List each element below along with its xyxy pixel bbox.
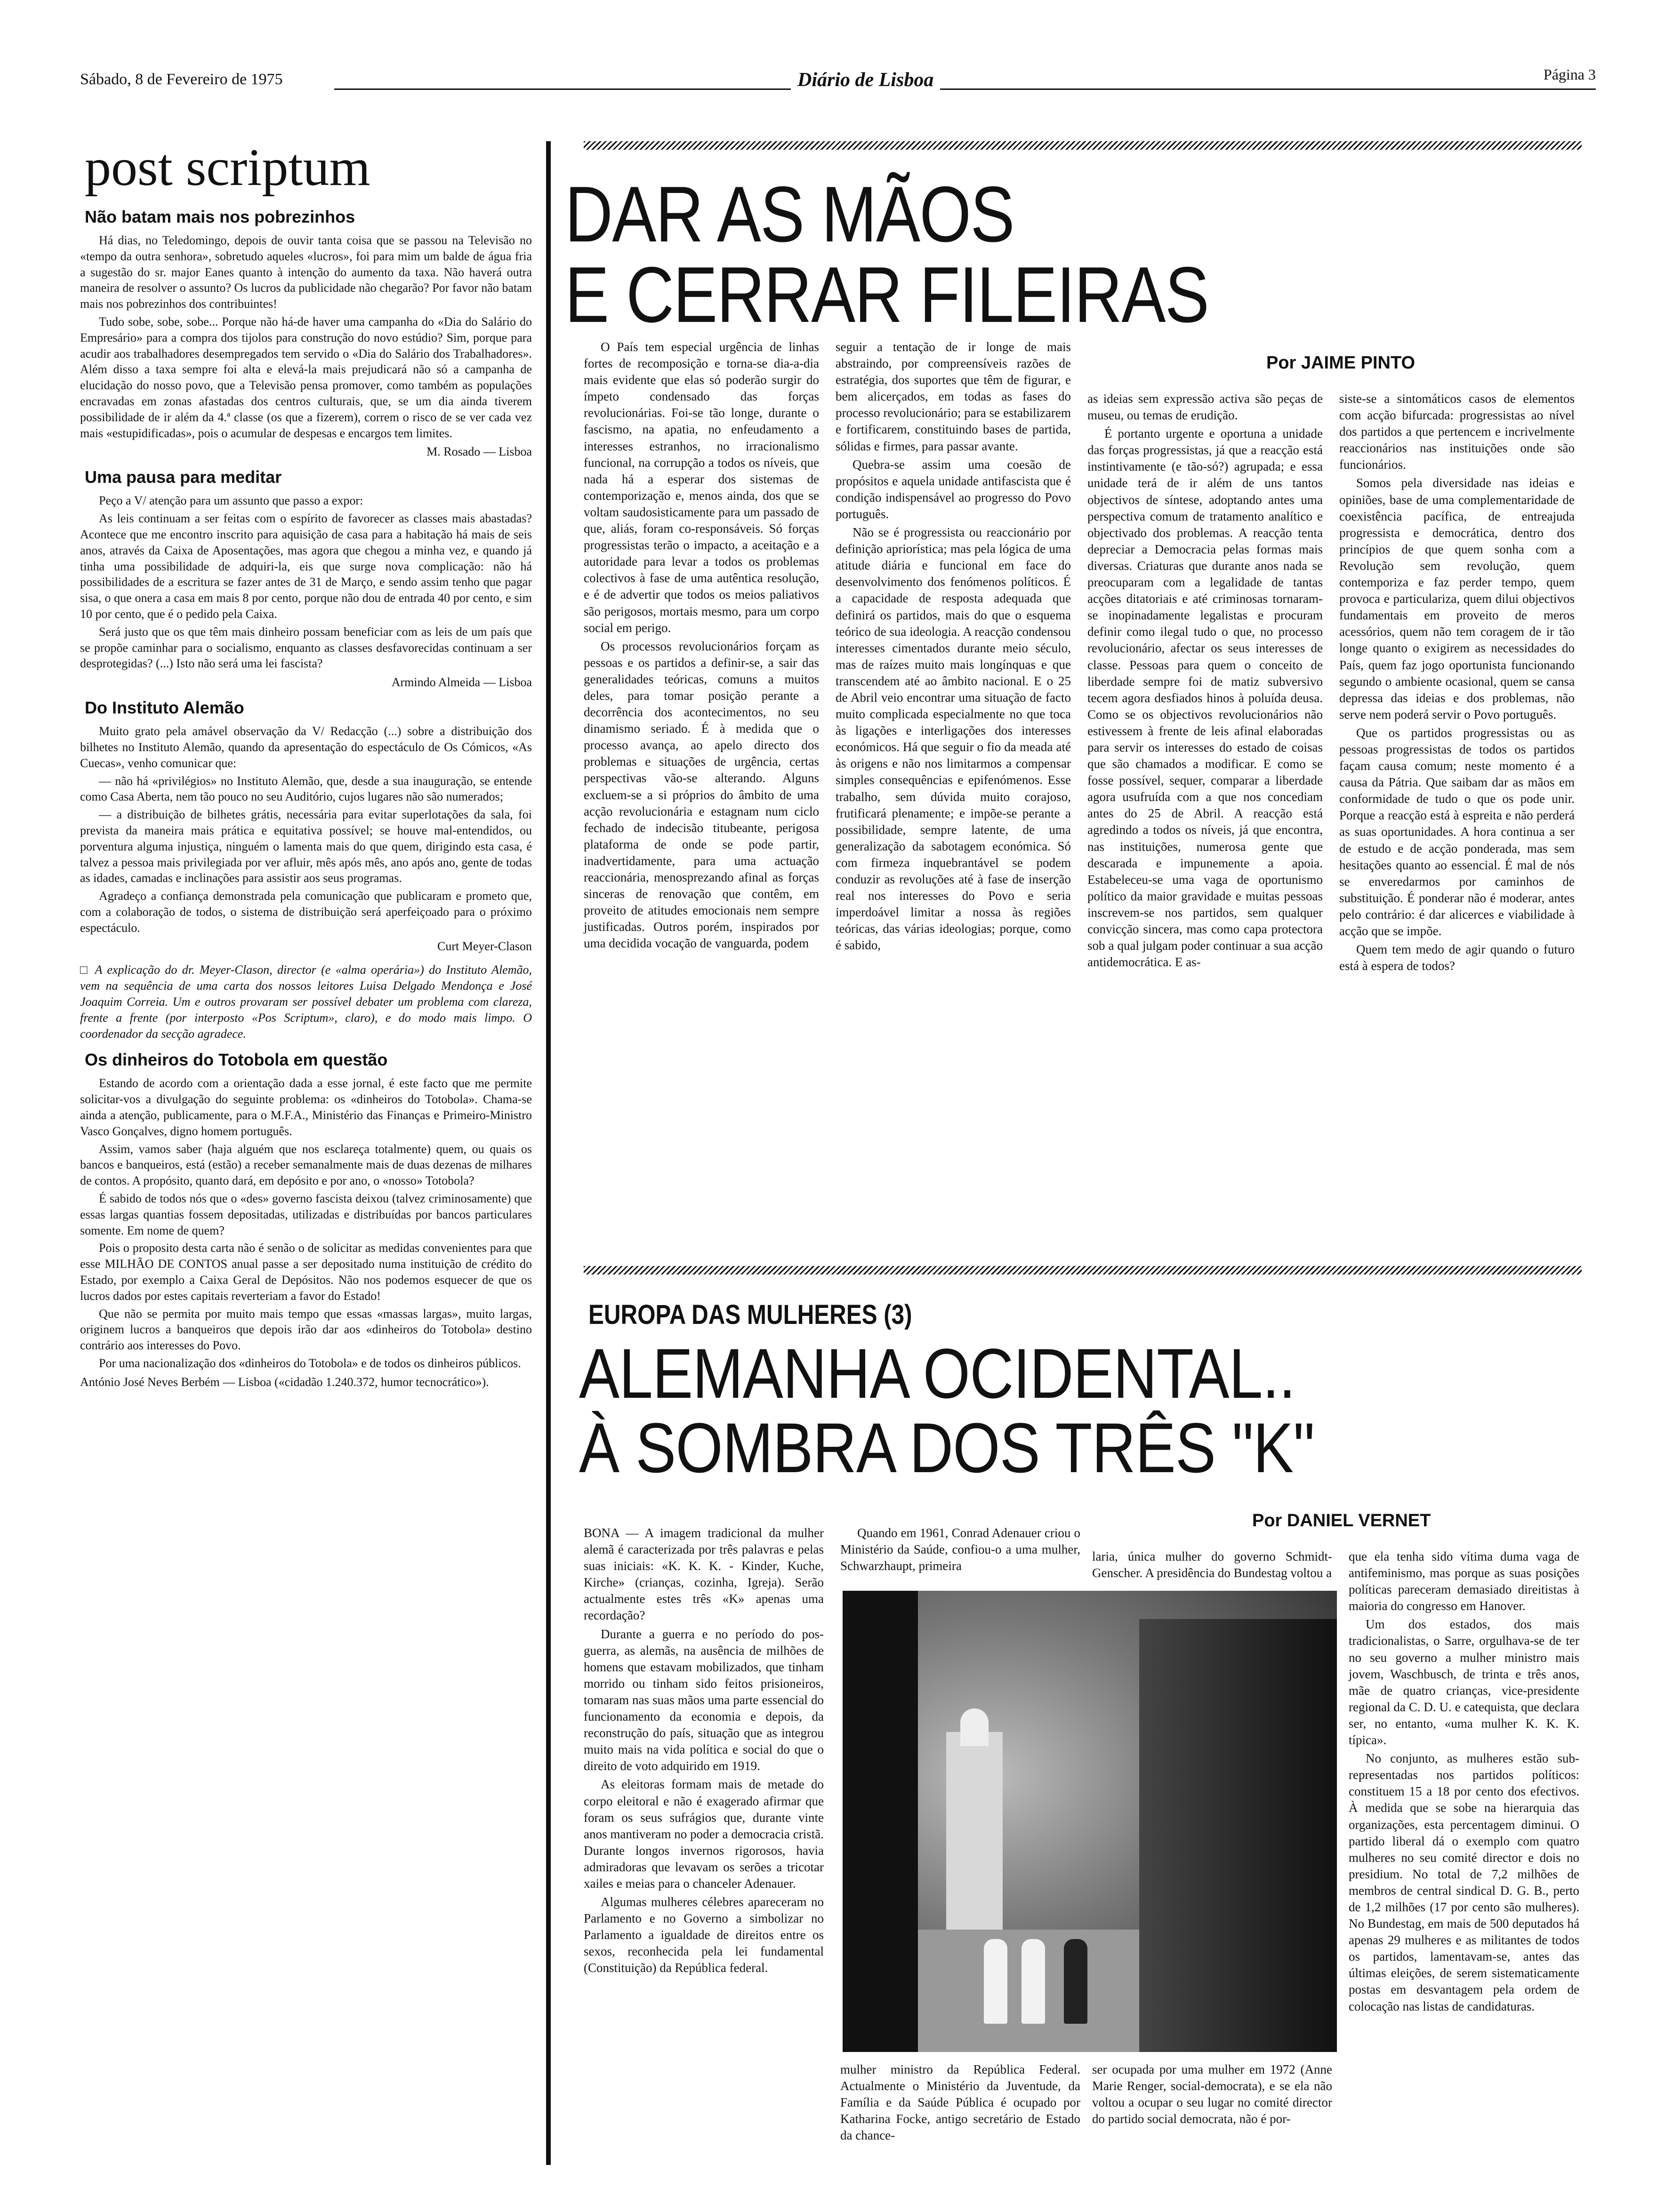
- article-paragraph: Um dos estados, dos mais tradicionalistas, o Sarre, orgulhava-se de ter no seu governo a mulher ministro mais jovem, Waschbusch, de trinta e três anos, mãe de quatro crianças, vice-presidente regional da C. D. U. e catequista, que declara ser, no entanto, «uma mulher K. K. K. típica».: [1349, 1617, 1579, 1747]
- article-paragraph: Quem tem medo de agir quando o futuro está à espera de todos?: [1339, 942, 1575, 973]
- article-column: [1092, 2061, 1332, 2129]
- column-divider: [546, 141, 551, 2165]
- headline-line: DAR AS MÃOS: [565, 170, 1014, 258]
- photo-building-left: [843, 1591, 918, 2052]
- letter-signature: Curt Meyer-Clason: [437, 939, 532, 954]
- article-paragraph: BONA — A imagem tradicional da mulher alemã é caracterizada por três palavras e pelas suas iniciais: «K. K. K. - Kinder, Kuche, Kirche» (crianças, cozinha, Igreja). Serão actualmente estes três «K» apenas uma recordação?: [584, 1526, 824, 1623]
- page-number: Página 3: [1539, 66, 1596, 83]
- article-headline: [579, 1334, 1315, 1487]
- letter-paragraph: Será justo que os que têm mais dinheiro possam beneficiar com as leis de um país que se propõe caminhar para o socialismo, enquanto as classes desfavorecidas continuam a ser desprotegidas? (...) Isto não será uma lei fascista?: [80, 625, 532, 671]
- article-paragraph: que ela tenha sido vítima duma vaga de antifeminismo, mas porque as suas posições políticas pareceram demasiado direitistas à maioria do congresso em Hanover.: [1349, 1549, 1579, 1613]
- article-column: [584, 339, 819, 954]
- issue-date: Sábado, 8 de Fevereiro de 1975: [80, 71, 283, 88]
- editor-note-text: A explicação do dr. Meyer-Clason, director (e «alma operária») do Instituto Alemão, vem na sequência de uma carta dos nossos leitores Luisa Delgado Mendonça e José Joaquim Correia. Um e outros provaram ser possível debater um problema com clareza, frente a frente (por interposto «Pos Scriptum», claro), e do modo mais limpo. O coordenador da secção agradece.: [80, 963, 532, 1041]
- letter-paragraph: As leis continuam a ser feitas com o espírito de favorecer as classes mais abastadas? Acontece que me encontro inscrito para aquisição de casa para a habitação há mais de seis anos, através da Caixa de Aposentações, mas agora que chegou a minha vez, e quando já tinha uma possibilidade de adquiri-la, eis que surge nova complicação: não há possibilidades de a escritura se fazer antes de 31 de Março, e sendo assim tenho que pagar sisa, o que onera a casa em mais 8 por cento, porque não dou de entrada 40 por cento, e sim 10 por cento, que é o pedido pela Caixa.: [80, 512, 532, 621]
- photo-figure-woman: [984, 1939, 1007, 2024]
- article-paragraph: No conjunto, as mulheres estão sub-representadas nos partidos políticos: constituem 15 a 18 por cento dos efectivos. À medida que se sobe na hierarquia das organizações, esta percentagem diminui. O partido liberal dá o exemplo com quatro mulheres no seu comité director e dois no presidium. No total de 7,2 milhões de membros de central sindical D. G. B., perto de 1,2 milhões (17 por cento são mulheres). No Bundestag, em mais de 500 deputados há apenas 29 mulheres e as militantes de todos os partidos, lamentavam-se, antes das últimas eleições, de serem sistematicamente postas em desvantagem pela ordem de colocação nas listas de candidaturas.: [1349, 1751, 1579, 2013]
- letter-paragraph: Agradeço a confiança demonstrada pela comunicação que publicaram e prometo que, com a colaboração de todos, o sistema de distribuição será aperfeiçoado para o próximo espectáculo.: [80, 889, 532, 935]
- article-column: [584, 1525, 824, 1979]
- letter-paragraph: Há dias, no Teledomingo, depois de ouvir tanta coisa que se passou na Televisão no «tempo da outra senhora», sobretudo aqueles «lucros», foi para mim um balde de água fria a sugestão do sr. major Eanes quanto à intenção do aumento da taxa. Não haverá outra maneira de resolver o assunto? Os lucros da publicidade não chegarão? Por favor não batam mais nos pobrezinhos dos contribuintes!: [80, 233, 532, 311]
- letter-paragraph: Peço a V/ atenção para um assunto que passo a expor:: [99, 494, 363, 508]
- article-paragraph: Quebra-se assim uma coesão de propósitos e aquela unidade antifascista que é condição indispensável ao progresso do Povo português.: [836, 457, 1071, 521]
- article-column: [836, 339, 1071, 955]
- letter-heading: Não batam mais nos pobrezinhos: [85, 207, 355, 226]
- article-paragraph: Os processos revolucionários forçam as pessoas e os partidos a definir-se, a sair das generalidades teóricas, comuns a muitos deles, para tomar posição perante a decorrência dos acontecimentos, no seu dinamismo seriado. É à medida que o processo avança, ao apelo directo dos problemas e situações de urgência, certas perspectivas vão-se alterando. Alguns excluem-se a si próprios do âmbito de uma acção revolucionária e estagnam num ciclo fechado de indecisão titubeante, perigosa plataforma de onde se pode partir, inadvertidamente, para uma actuação reaccionária, menosprezando afinal as forças sinceras de renovação que contêm, em proveito de atitudes emocionais nem sempre justificadas. Outros porém, inspirados por uma decidida vocação de vanguarda, podem: [584, 639, 819, 951]
- street-photo: [843, 1591, 1337, 2052]
- article-headline: [565, 170, 1209, 339]
- checkbox-square-icon: □: [80, 963, 89, 977]
- article-column: [1092, 1548, 1332, 1583]
- letter-signature: M. Rosado — Lisboa: [426, 445, 532, 459]
- letter-paragraph: É sabido de todos nós que o «des» governo fascista deixou (talvez criminosamente) que essas largas quantias fossem depositadas, utilizadas e distribuídas por bancos particulares somente. Em nome de quem?: [80, 1192, 532, 1237]
- letter-paragraph: Por uma nacionalização dos «dinheiros do Totobola» e de todos os dinheiros públicos.: [99, 1356, 521, 1370]
- masthead: Diário de Lisboa: [791, 69, 940, 91]
- hatched-rule: [584, 141, 1582, 150]
- article-paragraph: O País tem especial urgência de linhas fortes de recomposição e torna-se dia-a-dia mais evidente que elas só poderão surgir do ímpeto condensado das forças revolucionárias. Foi-se tão longe, durante o fascismo, na apatia, no enfeudamento a interesses estranhos, no irracionalismo funcional, na corrupção a todos os níveis, que nada há a esperar dos sistemas de contemporização e, menos ainda, dos que se voltam saudosisticamente para um passado de que, aliás, foram co-responsáveis. Só forças progressistas terão o impacto, a aceitação e a autoridade para levar a todos os problemas colectivos à fase de uma autêntica resolução, e é de advertir que todos os meios paliativos são perigosos, mortais mesmo, para um corpo social em perigo.: [584, 340, 819, 635]
- article-column: [1339, 391, 1575, 976]
- letter-paragraph: Estando de acordo com a orientação dada a esse jornal, é este facto que me permite solicitar-vos a divulgação do seguinte problema: os «dinheiros do Totobola». Chama-se ainda a atenção, publicamente, para o M.F.A., Ministério das Finanças e Primeiro-Ministro Vasco Gonçalves, digno homem português.: [80, 1076, 532, 1138]
- section-title: post scriptum: [85, 138, 370, 197]
- article-paragraph: as ideias sem expressão activa são peças de museu, ou temas de erudição.: [1087, 392, 1323, 423]
- article-paragraph: Durante a guerra e no período do pos-guerra, as alemãs, na ausência de milhões de homens que estavam mobilizados, que tinham morrido ou tinham sido feitos prisioneiros, tomaram nas suas mãos uma parte essencial do funcionamento da economia e depois, da reconstrução do país, situação que as integrou muito mais na vida política e social do que o direito de voto adquirido em 1919.: [584, 1627, 824, 1773]
- letter-heading: Do Instituto Alemão: [85, 698, 244, 718]
- hatched-rule: [584, 1266, 1582, 1274]
- article-byline: Por DANIEL VERNET: [1252, 1511, 1431, 1531]
- photo-figure-man: [1064, 1939, 1087, 2024]
- article-paragraph: Algumas mulheres célebres apareceram no Parlamento e no Governo a simbolizar no Parlamento a igualdade de direitos entre os sexos, reconhecida pela lei fundamental (Constituição) da República federal.: [584, 1895, 824, 1975]
- article-paragraph: seguir a tentação de ir longe de mais abstraindo, por compreensíveis razões de estratégia, dos suportes que têm de figurar, e bem alicerçados, em todas as fases do processo revolucionário; para se estabilizarem e fortificarem, constituindo bases de partida, sólidas e firmes, para passar avante.: [836, 340, 1071, 453]
- article-paragraph: Somos pela diversidade nas ideias e opiniões, base de uma complementaridade de coexistência pacífica, de entreajuda progressista e democrática, dentro dos princípios de que quem sonha com a Revolução sem revolução, quem contemporiza e faz perder tempo, quem provoca e particulariza, quem dilui objectivos fundamentais em proveito de meros acessórios, quem não tem coragem de ir tão longe quanto o exigirem as necessidades do País, quem faz jogo oportunista funcionando segundo o ambiente ocasional, quem se cansa depressa das ideias e dos problemas, não serve nem poderá servir o Povo português.: [1339, 476, 1575, 721]
- letter-paragraph: Tudo sobe, sobe, sobe... Porque não há-de haver uma campanha do «Dia do Salário do Empresário» para a compra dos tijolos para construção do novo estúdio? Sim, porque para acudir aos trabalhadores desempregados tem servido o «Dia do Salário dos Trabalhadores». Além disso a taxa sempre foi alta e elevá-la mais prejudicará não só a campanha de elucidação do nosso povo, que a Televisão pensa promover, como também as populações encravadas em zonas afastadas dos centros culturais, que, se um dia ainda tiverem possibilidade de ir além da 4.ª classe (os que a fizerem), correm o risco de se ver cada vez mais «estupidificadas», pois o acumular de despesas e encargos tem limites.: [80, 314, 532, 440]
- article-column: [840, 1525, 1080, 1576]
- photo-tower-dome: [960, 1708, 989, 1746]
- photo-building-right: [1139, 1619, 1337, 2052]
- letter-signature: Armindo Almeida — Lisboa: [391, 675, 532, 689]
- editor-note: [80, 962, 532, 1042]
- post-scriptum-section: [80, 138, 532, 1398]
- article-paragraph: laria, única mulher do governo Schmidt-Genscher. A presidência do Bundestag voltou a: [1092, 1549, 1332, 1580]
- headline-line: À SOMBRA DOS TRÊS "K": [579, 1408, 1315, 1487]
- article-kicker: EUROPA DAS MULHERES (3): [588, 1299, 912, 1330]
- article-paragraph: As eleitoras formam mais de metade do corpo eleitoral e não é exagerado afirmar que foram os seus sufrágios que, durante vinte anos mantiveram no poder a democracia cristã. Durante longos invernos rigorosos, havia admiradoras que levavam os serões a tricotar xailes e meias para o chanceler Adenauer.: [584, 1777, 824, 1891]
- letter-paragraph: — não há «privilégios» no Instituto Alemão, que, desde a sua inauguração, se entende como Casa Aberta, nem tão pouco no seu Auditório, cujos lugares não são numerados;: [80, 774, 532, 804]
- article-column: [1349, 1548, 1579, 2017]
- letter-paragraph: Assim, vamos saber (haja alguém que nos esclareça totalmente) quem, ou quais os bancos e banqueiros, está (estão) a receber semanalmente mais de duas dezenas de milhares de contos. A propósito, quanto dará, em depósito e por ano, o «nosso» Totobola?: [80, 1142, 532, 1188]
- article-byline: Por JAIME PINTO: [1266, 353, 1416, 373]
- article-paragraph: ser ocupada por uma mulher em 1972 (Anne Marie Renger, social-democrata), e se ela não voltou a ocupar o seu lugar no comité director do partido social democrata, não é por-: [1092, 2062, 1332, 2126]
- article-column: [840, 2061, 1080, 2146]
- headline-line: E CERRAR FILEIRAS: [565, 250, 1209, 339]
- letter-paragraph: Pois o proposito desta carta não é senão o de solicitar as medidas convenientes para que esse MILHÃO DE CONTOS anual passe a ser depositado numa instituição de crédito do Estado, por exemplo a Caixa Geral de Depósitos. Não nos podemos esquecer de que os lucros dados por estes capitais reverteriam a favor do Estado!: [80, 1241, 532, 1303]
- article-paragraph: Quando em 1961, Conrad Adenauer criou o Ministério da Saúde, confiou-o a uma mulher, Schwarzhaupt, primeira: [840, 1526, 1080, 1573]
- letter-paragraph: Muito grato pela amável observação da V/ Redacção (...) sobre a distribuição dos bilhetes no Instituto Alemão, quando da apresentação do espectáculo de Os Cómicos, «As Cuecas», venho comunicar que:: [80, 724, 532, 770]
- letter-paragraph: — a distribuição de bilhetes grátis, necessária para evitar superlotações da sala, foi prevista da maneira mais prática e equitativa possível; se houve mal-entendidos, ou porventura alguma injustiça, ninguém o lamenta mais do que quem, dirigindo esta casa, é talvez a pessoa mais privilegiada por ver afluir, mês após mês, ano após ano, gente de todas as idades, camadas e inclinações para assistir aos seus programas.: [80, 808, 532, 885]
- article-paragraph: É portanto urgente e oportuna a unidade das forças progressistas, já que a reacção está instintivamente (e tão-só?) agrupada; e essa unidade terá de ir além de uns tantos objectivos de síntese, adoptando antes uma perspectiva comum de tratamento analítico e objectivado dos problemas. A reacção tenta depreciar a Democracia pelas formas mais diversas. Criaturas que durante anos nada se preocuparam com a legalidade de tantas acções ditatoriais e até criminosas tornaram-se inopinadamente legalistas e procuram definir como ilegal tudo o que, no processo revolucionário, afectar os seus interesses de classe. Pessoas para quem o conceito de liberdade sempre foi de matiz subversivo tecem agora desfiados hinos à poluída deusa. Como se os objectivos revolucionários não estivessem à frente de leis afinal elaboradas para servir os interesses do estado de coisas que são chamados a modificar. E como se fosse possível, sequer, comparar a liberdade agora usufruída com a que nos concediam antes do 25 de Abril. A reacção está agredindo a todos os níveis, já que encontra, nas instituições, numerosa gente que descarada e impunemente a apoia. Estabeleceu-se uma vaga de oportunismo político da maior gravidade e muitas pessoas inscrevem-se nos partidos, sem qualquer convicção sincera, mas como capa protectora sob a qual julgam poder continuar a sua acção antidemocrática. E as-: [1087, 426, 1323, 970]
- letter-heading: Os dinheiros do Totobola em questão: [85, 1050, 388, 1070]
- letter-paragraph: Que não se permita por muito mais tempo que essas «massas largas», muito largas, originem lucros a banqueiros que depois irão dar aos «dinheiros do Totobola» destino contrário aos interesses do Povo.: [80, 1306, 532, 1353]
- article-paragraph: siste-se a sintomáticos casos de elementos com acção bifurcada: progressistas ao nível dos partidos a que pertencem e incrivelmente reaccionários nas instituições onde são funcionários.: [1339, 392, 1575, 472]
- letter-signature: António José Neves Berbém — Lisboa («cidadão 1.240.372, humor tecnocrático»).: [80, 1375, 489, 1389]
- page-header: [71, 66, 1596, 99]
- article-paragraph: Que os partidos progressistas ou as pessoas progressistas de todos os partidos façam causa comum; neste momento é a causa da Pátria. Que saibam dar as mãos em conformidade de tudo o que os pode unir. Porque a reacção está à espreita e não perderá as suas oportunidades. A hora continua a ser de estudo e de acção ponderada, mas sem hesitações quanto ao essencial. É mal de nós se enveredarmos por caminhos de substituição. É ponderar não é moderar, antes pelo contrário: é dar alicerces e viabilidade à acção que se impõe.: [1339, 725, 1575, 938]
- letter-heading: Uma pausa para meditar: [85, 467, 282, 487]
- header-rule: [334, 88, 1596, 90]
- photo-figure-woman: [1022, 1939, 1045, 2024]
- article-column: [1087, 391, 1323, 972]
- article-paragraph: Não se é progressista ou reaccionário por definição apriorística; mas pela lógica de uma atitude diária e funcional em face do desenvolvimento dos fenómenos políticos. É a capacidade de resposta adequada que definirá os partidos, mais do que o esquema teórico de sua ideologia. A reacção condensou interesses cimentados durante meio século, mas de raízes muito mais longínquas e que transcendem até ao âmbito nacional. E o 25 de Abril veio encontrar uma situação de facto muito complicada especialmente no que toca às ligações e interligações dos interesses económicos. Há que seguir o fio da meada até às origens e não nos limitarmos a compensar simples consequências e epifenómenos. Esse trabalho, sem dúvida muito corajoso, frutificará plenamente; e impõe-se perante a possibilidade, sempre latente, de uma generalização da sabotagem económica. Só com firmeza inquebrantável se podem conduzir as revoluções até à fase de inserção real nos interesses do Povo e seria imperdoável limitar a nossa às regiões teóricas, das várias ideologias; porque, como é sabido,: [836, 525, 1071, 953]
- headline-line: ALEMANHA OCIDENTAL..: [579, 1334, 1295, 1413]
- article-paragraph: mulher ministro da República Federal. Actualmente o Ministério da Juventude, da Família e da Saúde Pública é ocupado por Katharina Focke, antigo secretário de Estado da chance-: [840, 2062, 1080, 2143]
